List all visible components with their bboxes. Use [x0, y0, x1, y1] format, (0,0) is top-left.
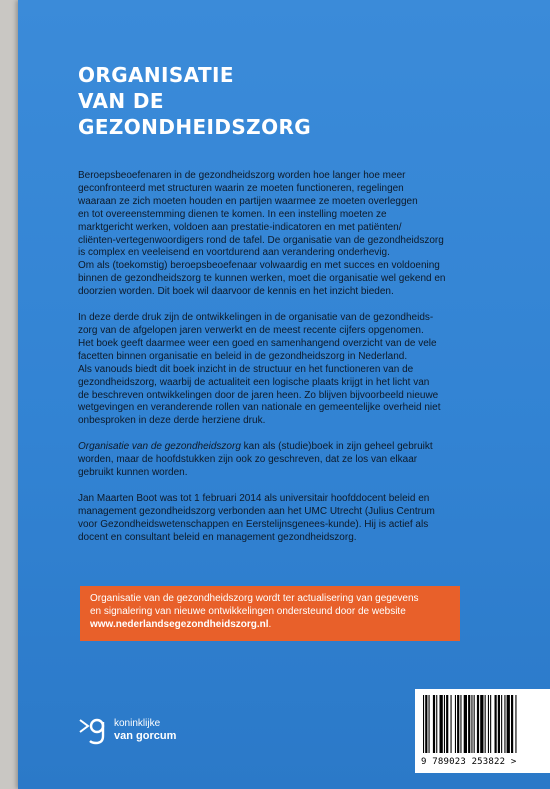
barcode-bar: [501, 695, 502, 753]
text-line: docent en consultant beleid en management gezondheidszorg.: [78, 531, 357, 543]
text-line: In deze derde druk zijn de ontwikkelingen in de organisatie van de gezondheids-: [78, 312, 434, 324]
publisher-logo: [78, 714, 176, 746]
barcode-bar: [460, 695, 461, 753]
barcode-bar: [455, 695, 456, 753]
website-link[interactable]: www.nederlandsegezondheidszorg.nl: [90, 619, 269, 630]
title-line-1: ORGANISATIE: [78, 63, 234, 87]
text-line: de beschreven ontwikkelingen door de jaren heen. Zo blijven bijvoorbeeld nieuwe: [78, 389, 439, 401]
blurb-text: [78, 170, 450, 558]
text-line: Beroepsbeoefenaren in de gezondheidszorg worden hoe langer hoe meer: [78, 170, 406, 181]
paragraph-usage: [78, 441, 450, 480]
barcode-bar: [488, 695, 489, 753]
isbn-barcode: [415, 689, 550, 773]
barcode-bar: [433, 695, 435, 753]
text-line: voor Gezondheidswetenschappen en Eerstelijnsgenees-kunde). Hij is actief als: [78, 518, 429, 530]
barcode-bar: [429, 695, 430, 753]
text-line: zorg van de afgelopen jaren verwerkt en de meest recente cijfers opgenomen.: [78, 324, 424, 336]
text-line: [78, 441, 450, 454]
text-line: is complex en veeleisend en voortdurend aan verandering onderhevig.: [78, 247, 390, 259]
barcode-bar: [436, 695, 437, 753]
text-line: gebruikt kunnen worden.: [78, 467, 188, 479]
text-line: marktgericht werken, voldoen aan prestatie-indicatoren en met patiënten/: [78, 221, 402, 233]
isbn-digits: 9 789023 253822: [421, 757, 506, 767]
barcode-bar: [464, 695, 467, 753]
barcode-bars: [421, 695, 550, 755]
barcode-bar: [485, 695, 486, 753]
text-line: gezondheidszorg, waarbij de actualiteit een logische plaats krijgt in het licht van: [78, 376, 430, 388]
barcode-bar: [504, 695, 505, 753]
text-line: doorzien worden. Dit boek wil daarvoor de kennis en het inzicht bieden.: [78, 286, 394, 298]
barcode-bar: [423, 695, 424, 753]
barcode-bar: [451, 695, 452, 753]
text-line: facetten binnen organisatie en beleid in de gezondheidszorg in Nederland.: [78, 350, 408, 362]
barcode-bar: [468, 695, 470, 753]
barcode-bar: [457, 695, 459, 753]
paragraph-intro: [78, 170, 450, 299]
van-gorcum-logo-icon: [78, 714, 108, 746]
title-line-3: GEZONDHEIDSZORG: [78, 115, 312, 139]
isbn-number: [421, 757, 550, 767]
barcode-bar: [444, 695, 445, 753]
barcode-bar: [425, 695, 427, 753]
barcode-bar: [515, 695, 516, 753]
text-line: geconfronteerd met structuren waarin ze moeten functioneren, regelingen: [78, 182, 404, 194]
text-line: binnen de gezondheidszorg te kunnen werken, moet die organisatie wel gekend en: [78, 273, 446, 285]
publisher-line-1: koninklijke: [114, 718, 161, 729]
barcode-bar: [480, 695, 483, 753]
barcode-bar: [511, 695, 513, 753]
url-suffix: .: [268, 619, 272, 630]
barcode-arrow: >: [510, 757, 517, 767]
text-line: Als vanouds biedt dit boek inzicht in de structuur en het functioneren van de: [78, 363, 414, 375]
text-line: management gezondheidszorg verbonden aan het UMC Utrecht (Julius Centrum: [78, 505, 435, 517]
book-title: [78, 62, 311, 140]
paragraph-author: [78, 493, 450, 545]
text-line: worden, maar de hoofdstukken zijn ook zo geschreven, dat ze los van elkaar: [78, 454, 418, 466]
notice-line-1: Organisatie van de gezondheidszorg wordt ter actualisering van gegevens: [90, 593, 419, 604]
barcode-bar: [507, 695, 510, 753]
text-line: wetgevingen en veranderende rollen van nationale en gemeentelijke overheid niet: [78, 402, 441, 414]
website-notice-box: [80, 586, 460, 641]
barcode-bar: [471, 695, 472, 753]
text-line: Het boek geeft daarmee weer een goed en samenhangend overzicht van de vele: [78, 337, 437, 349]
text-fragment: kan als (studie)boek in zijn geheel gebruikt: [240, 441, 433, 453]
barcode-bar: [446, 695, 448, 753]
publisher-name: [114, 718, 176, 742]
text-line: en tot overeenstemming dienen te komen. In een instelling moeten ze: [78, 208, 387, 220]
barcode-bar: [440, 695, 443, 753]
text-line: Om als (toekomstig) beroepsbeoefenaar volwaardig en met succes en voldoening: [78, 260, 440, 272]
notice-line-2: en signalering van nieuwe ontwikkelingen ondersteund door de website: [90, 606, 406, 617]
book-back-cover: [18, 0, 550, 789]
barcode-bar: [477, 695, 479, 753]
text-line: cliënten-vertegenwoordigers rond de tafel. De organisatie van de gezondheidszorg: [78, 234, 444, 246]
publisher-line-2: van gorcum: [114, 730, 177, 742]
text-line: onbesproken in deze derde herziene druk.: [78, 415, 266, 427]
paragraph-edition: [78, 312, 450, 428]
barcode-bar: [490, 695, 491, 753]
text-line: waaraan ze zich moeten houden en partijen waarmee ze moeten overleggen: [78, 195, 418, 207]
barcode-bar: [474, 695, 475, 753]
notice-line-3: [90, 618, 450, 631]
book-title-italic: Organisatie van de gezondheidszorg: [78, 441, 241, 453]
title-line-2: VAN DE: [78, 89, 164, 113]
text-line: Jan Maarten Boot was tot 1 februari 2014 als universitair hoofddocent beleid en: [78, 492, 430, 504]
barcode-bar: [495, 695, 497, 753]
barcode-bar: [498, 695, 500, 753]
